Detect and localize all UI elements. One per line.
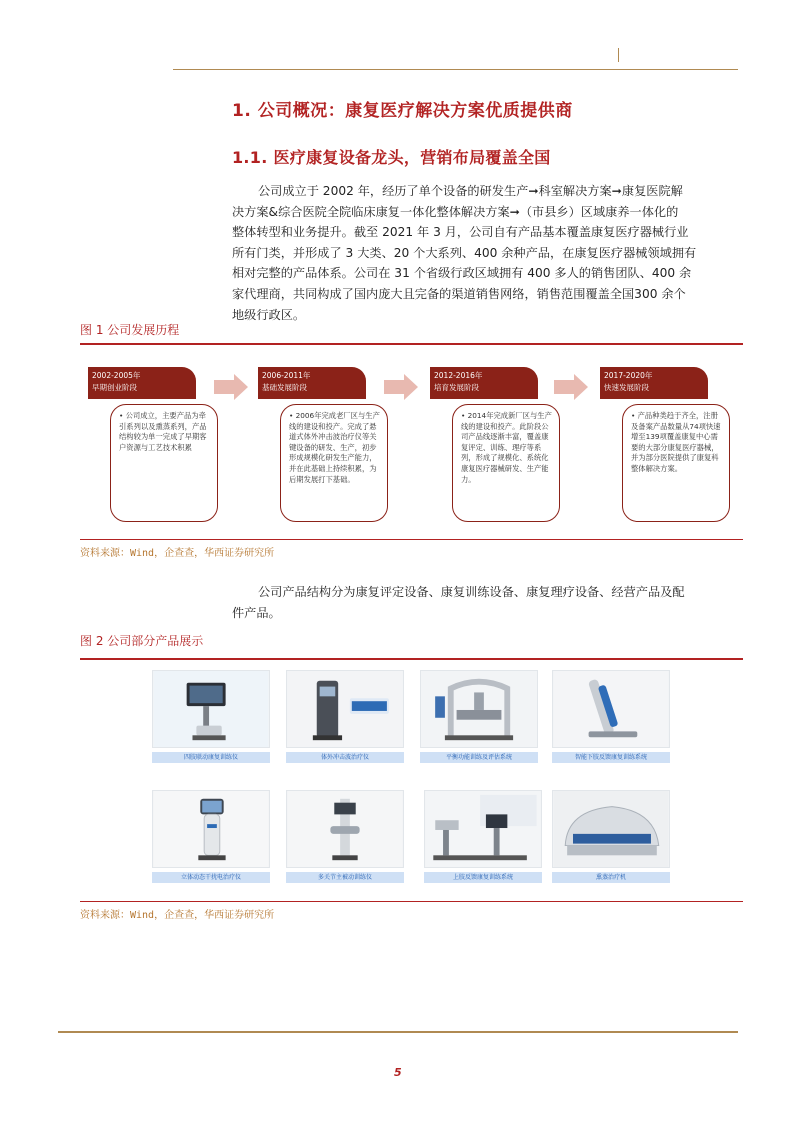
- product-image: [152, 790, 270, 868]
- page-number: 5: [394, 1066, 402, 1079]
- product-caption: 四肢联动康复训练仪: [152, 752, 270, 763]
- footer-rule: [58, 1031, 738, 1033]
- figure1-rule: [80, 343, 743, 345]
- product-image: [424, 790, 542, 868]
- header-mark: [618, 48, 619, 62]
- stage-header: 2006-2011年 基础发展阶段: [258, 367, 366, 399]
- para-line: 决方案&综合医院全院临床康复一体化整体解决方案➞（市县乡）区域康养一体化的: [232, 204, 679, 219]
- para-line: 地级行政区。: [232, 307, 306, 322]
- arrow-right-icon: [384, 374, 418, 400]
- stage-description: • 产品种类趋于齐全，注册及备案产品数量从74项快速增至139项覆盖康复中心需要的大部分康复医疗器械，并为部分医院提供了康复科整体解决方案。: [622, 404, 730, 522]
- product-image: [552, 670, 670, 748]
- product-image: [286, 670, 404, 748]
- product-card: [152, 790, 270, 883]
- para-line: 所有门类，并形成了 3 大类、20 个大系列、400 余种产品，在康复医疗器械领域拥有: [232, 245, 697, 260]
- product-image: [552, 790, 670, 868]
- figure1-source: 资料来源：Wind，企查查，华西证券研究所: [80, 548, 275, 559]
- para-line: 整体转型和业务提升。截至 2021 年 3 月，公司自有产品基本覆盖康复医疗器械行业: [232, 225, 689, 240]
- product-caption: 立体动态干扰电治疗仪: [152, 872, 270, 883]
- arrow-right-icon: [214, 374, 248, 400]
- product-card: [286, 790, 404, 883]
- product-caption: 熏蒸治疗机: [552, 872, 670, 883]
- figure2-bottom-rule: [80, 901, 743, 902]
- product-caption: 上肢反馈康复训练系统: [424, 872, 542, 883]
- product-card: [552, 670, 670, 763]
- products-paragraph: [232, 582, 752, 623]
- stage-description: • 公司成立，主要产品为牵引系列以及熏蒸系列，产品结构较为单一完成了早期客户资源与工艺技术积累: [110, 404, 218, 522]
- product-caption: 平衡功能训练及评估系统: [420, 752, 538, 763]
- product-card: [420, 670, 538, 763]
- product-card: [286, 670, 404, 763]
- product-image: [420, 670, 538, 748]
- intro-paragraph: [232, 181, 752, 325]
- figure2-rule: [80, 658, 743, 660]
- product-image: [152, 670, 270, 748]
- para-line: 公司成立于 2002 年，经历了单个设备的研发生产➞科室解决方案➞康复医院解: [258, 184, 683, 198]
- product-card: [552, 790, 670, 883]
- stage-description: • 2014年完成新厂区与生产线的建设和投产。此阶段公司产品线逐渐丰富，覆盖康复评定、训练、理疗等系列，形成了规模化、系统化康复医疗器械研发、生产能力。: [452, 404, 560, 522]
- figure1-title: 图 1 公司发展历程: [80, 323, 180, 337]
- product-card: [152, 670, 270, 763]
- figure2-title: 图 2 公司部分产品展示: [80, 634, 204, 648]
- stage-header: 2002-2005年 早期创业阶段: [88, 367, 196, 399]
- product-caption: 多关节主被动训练仪: [286, 872, 404, 883]
- stage-header: 2012-2016年 培育发展阶段: [430, 367, 538, 399]
- figure1-bottom-rule: [80, 539, 743, 540]
- stage-description: • 2006年完成老厂区与生产线的建设和投产。完成了悬道式体外冲击波治疗仪等关键设备的研发、生产，初步形成规模化研发生产能力，并在此基础上持续积累，为后期发展打下基础。: [280, 404, 388, 522]
- para-line: 件产品。: [232, 605, 281, 620]
- product-caption: 体外冲击波治疗仪: [286, 752, 404, 763]
- para-line: 公司产品结构分为康复评定设备、康复训练设备、康复理疗设备、经营产品及配: [258, 585, 685, 599]
- figure2-source: 资料来源：Wind，企查查，华西证券研究所: [80, 910, 275, 921]
- para-line: 家代理商，共同构成了国内庞大且完备的渠道销售网络，销售范围覆盖全国300 余个: [232, 286, 686, 301]
- product-caption: 智能下肢反馈康复训练系统: [552, 752, 670, 763]
- product-image: [286, 790, 404, 868]
- product-card: [424, 790, 542, 883]
- section-heading: 1. 公司概况：康复医疗解决方案优质提供商: [232, 101, 573, 121]
- subsection-heading: 1.1. 医疗康复设备龙头，营销布局覆盖全国: [232, 148, 551, 167]
- para-line: 相对完整的产品体系。公司在 31 个省级行政区域拥有 400 多人的销售团队、400 余: [232, 266, 692, 281]
- header-rule: [173, 69, 738, 70]
- stage-header: 2017-2020年 快速发展阶段: [600, 367, 708, 399]
- arrow-right-icon: [554, 374, 588, 400]
